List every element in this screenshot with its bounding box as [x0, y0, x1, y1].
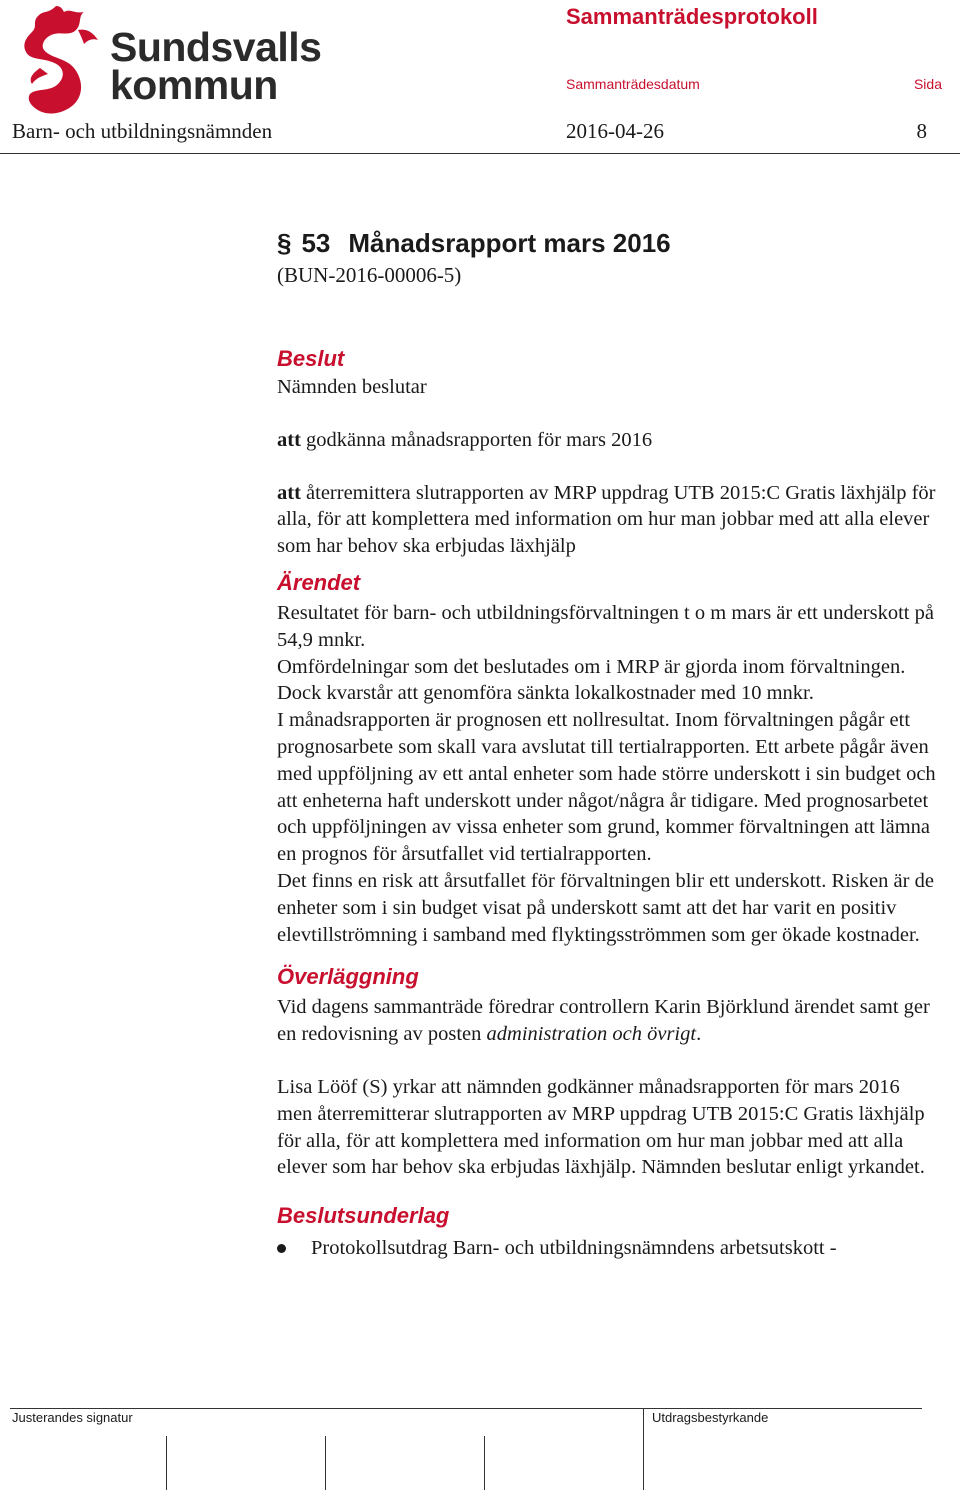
document-type: Sammanträdesprotokoll: [566, 4, 818, 29]
overlaggning-italic: administration och övrigt: [486, 1023, 697, 1046]
decision-lead: att: [277, 481, 301, 504]
section-title: Månadsrapport mars 2016: [348, 228, 671, 258]
logo-wordmark: [110, 24, 322, 108]
overlaggning-text: Vid dagens sammanträde föredrar controllern Karin Björklund ärendet samt ger en redovisning av posten: [277, 996, 930, 1046]
signature-label: Justerandes signatur: [12, 1410, 133, 1425]
page-label: Sida: [913, 76, 942, 92]
logo-line-1: Sundsvalls: [110, 24, 322, 70]
section-heading: [277, 228, 937, 259]
signature-box-divider: [325, 1436, 326, 1490]
page-number: 8: [916, 119, 927, 143]
signature-box-divider: [166, 1436, 167, 1490]
header-divider: [0, 153, 960, 154]
logo-line-2: kommun: [110, 62, 278, 108]
arendet-paragraph: I månadsrapporten är prognosen ett nollresultat. Inom förvaltningen pågår ett prognosarbete som skall vara avslutat till tertialrapporten. Ett arbete pågår även med uppföljning av ett antal enheter som hade större underskott i sin budget och att enheterna haft underskott under något/några år tidigare. Med prognosarbetet och uppföljningen av vissa enheter som grund, kommer förvaltningen att lämna en prognos för årsutfallet vid tertialrapporten.: [277, 709, 936, 866]
decision-item: [277, 427, 937, 454]
minutes-body: [277, 228, 937, 1262]
beslut-heading: Beslut: [277, 346, 345, 371]
decision-lead: att: [277, 428, 301, 451]
overlaggning-heading: Överläggning: [277, 964, 419, 990]
beslutsunderlag-list: [277, 1235, 937, 1262]
section-number: 53: [301, 228, 331, 258]
committee-name: Barn- och utbildningsnämnden: [12, 119, 273, 143]
dragon-emblem-icon: [18, 4, 108, 116]
arendet-paragraph: Det finns en risk att årsutfallet för förvaltningen blir ett underskott. Risken är de enheter som i sin budget visat på underskott samt att det har varit en positiv elevtillströmning i samband med flyktingsströmmen som ger ökade kostnader.: [277, 869, 934, 946]
arendet-paragraph: Resultatet för barn- och utbildningsförvaltningen t o m mars är ett underskott på 54,9 mnkr.: [277, 601, 934, 651]
extract-certification-label: Utdragsbestyrkande: [652, 1410, 769, 1425]
decision-text: godkänna månadsrapporten för mars 2016: [300, 428, 653, 451]
footer-column-divider: [643, 1408, 644, 1490]
signature-box-divider: [484, 1436, 485, 1490]
list-item-text: Protokollsutdrag Barn- och utbildningsnämndens arbetsutskott -: [311, 1237, 837, 1260]
bullet-icon: [277, 1244, 286, 1253]
list-item: [277, 1235, 937, 1262]
decision-text: återremittera slutrapporten av MRP uppdrag UTB 2015:C Gratis läxhjälp för alla, för att komplettera med information om hur man jobbar med att alla elever som har behov ska erbjudas läxhjälp: [277, 481, 936, 558]
sundsvalls-kommun-logo: [18, 4, 322, 116]
case-id: (BUN-2016-00006-5): [277, 263, 462, 287]
beslutsunderlag-heading: Beslutsunderlag: [277, 1203, 450, 1229]
paragraph-sign: §: [277, 228, 292, 258]
overlaggning-paragraph-1: [277, 994, 937, 1048]
decision-item: [277, 480, 937, 560]
overlaggning-paragraph-2: Lisa Lööf (S) yrkar att nämnden godkänner månadsrapporten för mars 2016 men återremitterar slutrapporten av MRP uppdrag UTB 2015:C Gratis läxhjälp för alla, för att komplettera med information om hur man jobbar med att alla elever som har behov ska erbjudas läxhjälp. Nämnden beslutar enligt yrkandet.: [277, 1075, 925, 1179]
arendet-paragraph: Omfördelningar som det beslutades om i MRP är gjorda inom förvaltningen. Dock kvarstår att genomföra sänkta lokalkostnader med 10 mnkr.: [277, 655, 906, 705]
meeting-date: 2016-04-26: [566, 119, 664, 143]
meeting-date-label: Sammanträdesdatum: [566, 76, 700, 92]
beslut-intro: Nämnden beslutar: [277, 376, 427, 398]
overlaggning-end: .: [696, 1023, 702, 1046]
footer-divider: [10, 1408, 922, 1409]
arendet-heading: Ärendet: [277, 569, 361, 595]
